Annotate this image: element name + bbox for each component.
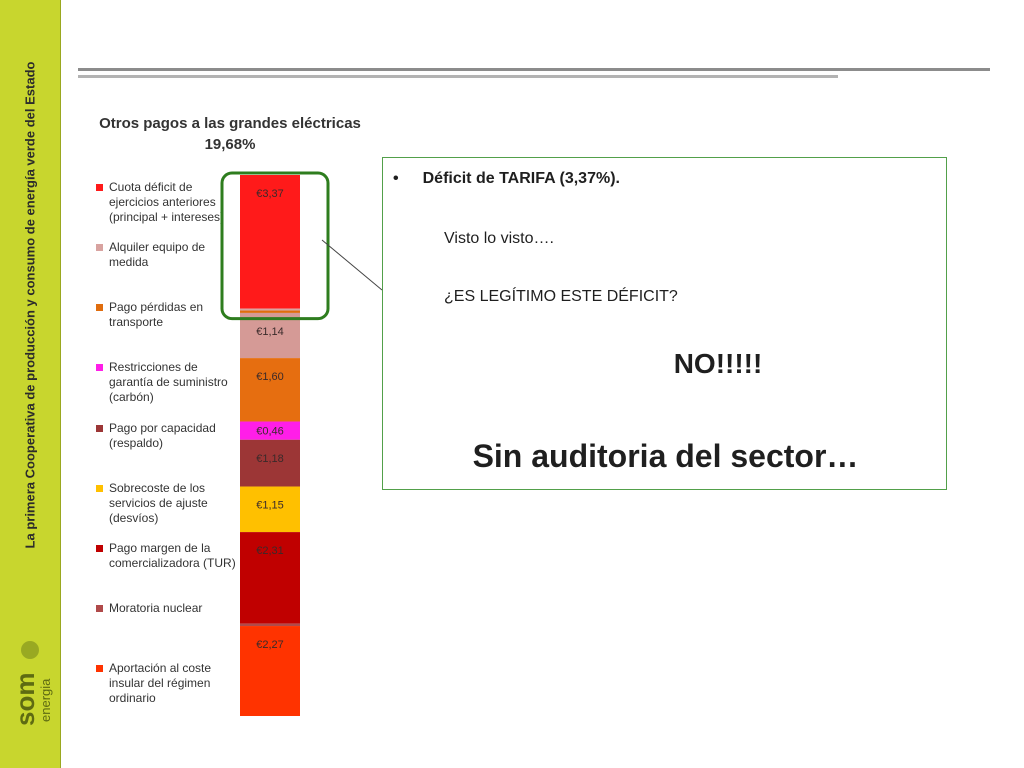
bar-value-label-6: €1,18 [256, 452, 284, 465]
legend-label: Moratoria nuclear [109, 601, 203, 615]
bar-value-label-7: €1,15 [256, 499, 284, 512]
legend-label: Sobrecoste de los servicios de ajuste (desvíos) [109, 481, 208, 525]
callout-connector [322, 240, 382, 290]
legend-label: Aportación al coste insular del régimen ordinario [109, 661, 212, 705]
legend-label: Pago por capacidad (respaldo) [109, 421, 216, 450]
callout-line-3: ¿ES LEGÍTIMO ESTE DÉFICIT? [444, 288, 678, 305]
callout-big-no: NO!!!!! [673, 348, 763, 379]
logo-subword: energia [38, 678, 53, 722]
bar-segment-4 [240, 358, 300, 421]
callout-bullet [393, 170, 620, 188]
bar-segment-1 [240, 309, 300, 311]
bullet-icon: • [393, 170, 399, 187]
bar-segment-9 [240, 624, 300, 626]
sidebar-tagline: La primera Cooperativa de producción y consumo de energía verde del Estado [22, 61, 38, 549]
bar-value-label-8: €2,31 [256, 545, 284, 558]
callout-box [382, 157, 947, 490]
chart-subtitle: 19,68% [204, 136, 256, 153]
bar-value-label-0: €3,37 [256, 188, 284, 200]
legend-label: Alquiler equipo de medida [109, 240, 206, 269]
legend-label: Cuota déficit de ejercicios anteriores (principal + intereses) [109, 180, 225, 224]
bar-value-label-4: €1,60 [256, 371, 284, 384]
bar-value-label-10: €2,27 [256, 639, 284, 652]
callout-line-2: Visto lo visto…. [444, 230, 554, 247]
callout-bullet-text: Déficit de TARIFA (3,37%). [422, 170, 620, 187]
legend-label: Pago margen de la comercializadora (TUR) [109, 541, 236, 570]
callout-big-text: Sin auditoria del sector… [472, 438, 859, 474]
logo-word: som [10, 672, 40, 726]
bar-value-label-3: €1,14 [256, 325, 284, 338]
bar-value-label-5: €0,46 [256, 425, 284, 438]
legend-label: Pago pérdidas en transporte [109, 300, 204, 329]
bar-segment-2 [240, 311, 300, 313]
chart-title: Otros pagos a las grandes eléctricas [99, 115, 361, 132]
legend-label: Restricciones de garantía de suministro (carbón) [109, 360, 228, 404]
